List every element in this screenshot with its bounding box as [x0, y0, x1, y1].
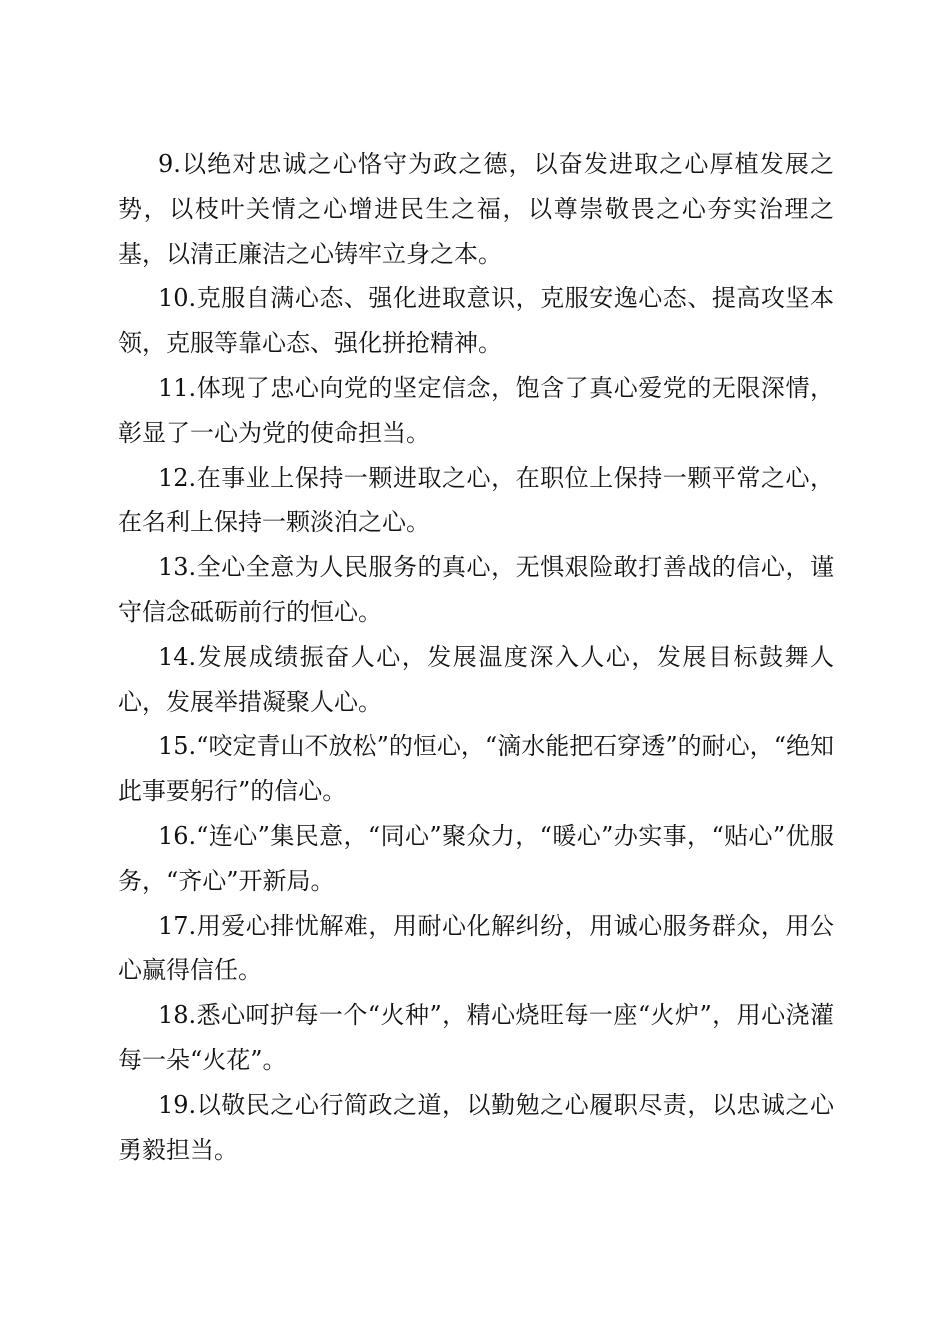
paragraph-16: 16.“连心”集民意，“同心”聚众力，“暖心”办实事，“贴心”优服务，“齐心”开新局。 — [118, 821, 834, 895]
paragraph-15: 15.“咬定青山不放松”的恒心，“滴水能把石穿透”的耐心，“绝知此事要躬行”的信心。 — [118, 732, 834, 806]
document-body — [118, 142, 834, 1172]
paragraph-12: 12.在事业上保持一颗进取之心，在职位上保持一颗平常之心，在名利上保持一颗淡泊之心。 — [118, 463, 834, 537]
paragraph-9: 9.以绝对忠诚之心恪守为政之德，以奋发进取之心厚植发展之势，以枝叶关情之心增进民生之福，以尊崇敬畏之心夯实治理之基，以清正廉洁之心铸牢立身之本。 — [118, 150, 834, 268]
paragraph-14: 14.发展成绩振奋人心，发展温度深入人心，发展目标鼓舞人心，发展举措凝聚人心。 — [118, 642, 834, 716]
paragraph-17: 17.用爱心排忧解难，用耐心化解纠纷，用诚心服务群众，用公心赢得信任。 — [118, 911, 834, 985]
paragraph-18: 18.悉心呵护每一个“火种”，精心烧旺每一座“火炉”，用心浇灌每一朵“火花”。 — [118, 1001, 834, 1074]
paragraph-13: 13.全心全意为人民服务的真心，无惧艰险敢打善战的信心，谨守信念砥砺前行的恒心。 — [118, 553, 834, 626]
paragraph-11: 11.体现了忠心向党的坚定信念，饱含了真心爱党的无限深情，彰显了一心为党的使命担当。 — [118, 373, 834, 447]
paragraph-10: 10.克服自满心态、强化进取意识，克服安逸心态、提高攻坚本领，克服等靠心态、强化拼抢精神。 — [118, 284, 834, 358]
paragraph-19: 19.以敬民之心行简政之道，以勤勉之心履职尽责，以忠诚之心勇毅担当。 — [118, 1090, 834, 1164]
